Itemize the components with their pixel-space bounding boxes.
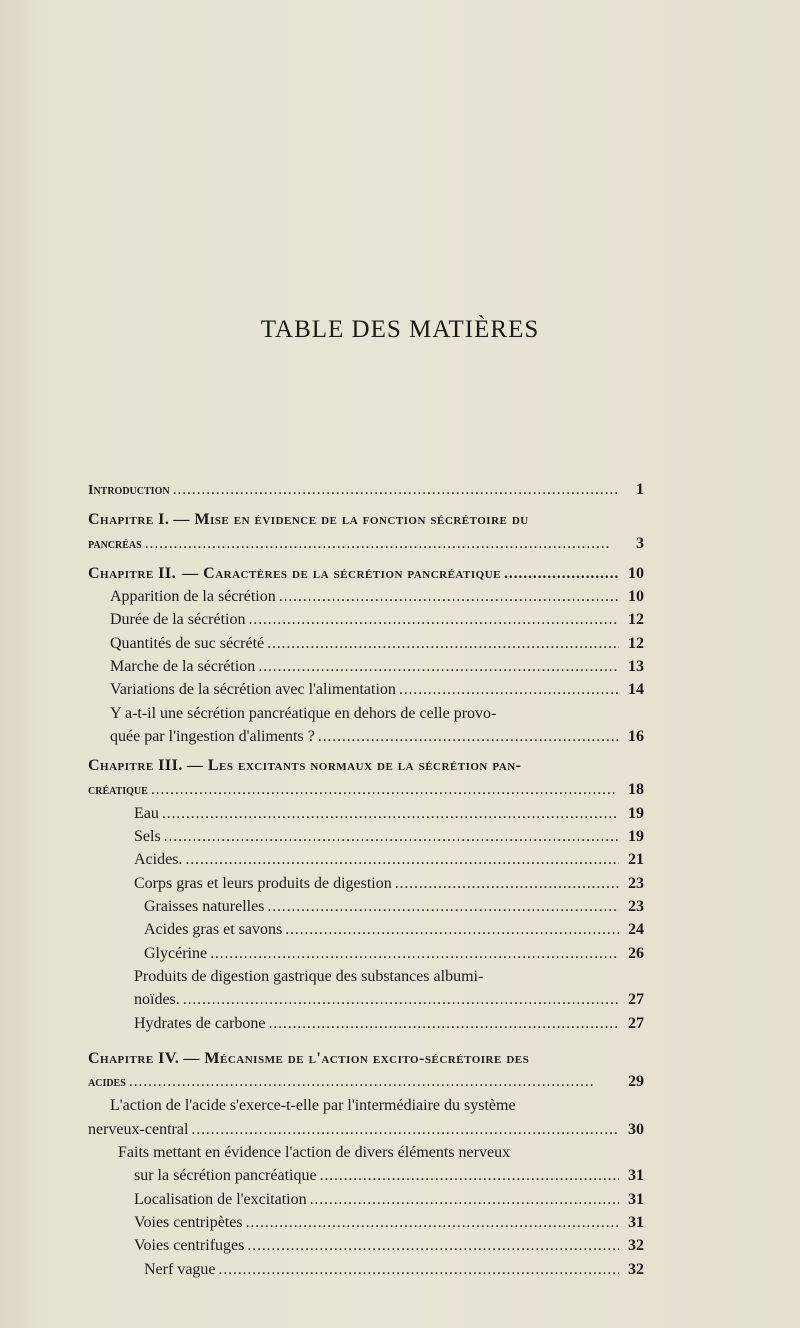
page-number: 10 (628, 564, 644, 582)
chapter-title: — Caractères de la sécrétion pancréatique (182, 564, 501, 582)
chapter-title: — Les excitants normaux de la sécrétion pan- (186, 757, 522, 775)
page-number: 24 (628, 921, 644, 939)
entry-label: Durée de la sécrétion (110, 611, 246, 629)
chapter-number: Chapitre III. (88, 757, 183, 775)
page-number: 32 (628, 1237, 644, 1255)
toc-entry-chapter-4[interactable] (88, 1047, 644, 1095)
entry-label: Hydrates de carbone (134, 1014, 266, 1032)
page-number: 23 (628, 898, 644, 916)
entry-label: Sels (134, 828, 161, 846)
chapter-title: — Mécanisme de l'action excito-sécrétoire des (183, 1049, 530, 1067)
entry-label: Variations de la sécrétion avec l'alimentation (110, 681, 396, 699)
toc-subentry[interactable] (88, 825, 644, 848)
page-number: 1 (636, 481, 644, 498)
toc-subentry[interactable] (88, 702, 644, 749)
page-number: 21 (628, 851, 644, 869)
chapter-title-continued: acides (88, 1075, 126, 1091)
entry-label-continued: quée par l'ingestion d'aliments ? (110, 727, 315, 745)
page-number: 10 (628, 588, 644, 606)
entry-label: Nerf vague (144, 1260, 216, 1278)
entry-label-continued: nerveux-central (88, 1120, 189, 1138)
page-number: 14 (628, 681, 644, 699)
chapter-number: Chapitre II. (88, 564, 177, 582)
entry-label: Introduction (88, 483, 170, 498)
toc-subentry[interactable] (88, 1211, 644, 1234)
toc-subentry[interactable] (88, 585, 644, 608)
toc-subentry[interactable] (88, 655, 644, 678)
toc-subentry[interactable] (88, 802, 644, 825)
page-number: 18 (628, 780, 644, 798)
toc-subentry[interactable] (88, 632, 644, 655)
entry-label: Acides. (134, 851, 183, 869)
entry-label: Apparition de la sécrétion (110, 588, 276, 606)
chapter-number: Chapitre IV. (88, 1049, 180, 1067)
page-number: 19 (628, 828, 644, 846)
page-number: 31 (628, 1213, 644, 1231)
page-number: 19 (628, 804, 644, 822)
page-number: 27 (628, 991, 644, 1009)
entry-label: Produits de digestion gastrique des substances albumi- (134, 967, 484, 985)
page-number: 16 (628, 727, 644, 745)
toc-subentry[interactable] (88, 1094, 644, 1141)
entry-label: Voies centripètes (134, 1213, 243, 1231)
page-number: 23 (628, 874, 644, 892)
page-number: 31 (628, 1167, 644, 1185)
toc-subsubentry[interactable] (88, 918, 644, 941)
table-of-contents (88, 478, 644, 1281)
entry-label-continued: sur la sécrétion pancréatique (134, 1167, 317, 1185)
entry-label: Faits mettant en évidence l'action de divers éléments nerveux (118, 1144, 511, 1162)
chapter-title: — Mise en évidence de la fonction sécrétoire du (173, 511, 529, 529)
toc-subentry[interactable] (88, 848, 644, 871)
chapter-number: Chapitre I. (88, 511, 170, 529)
page-number: 30 (628, 1120, 644, 1138)
entry-label: Glycérine (144, 944, 208, 962)
entry-label: Marche de la sécrétion (110, 658, 256, 676)
entry-label: Localisation de l'excitation (134, 1190, 307, 1208)
page-number: 31 (628, 1190, 644, 1208)
page-number: 3 (636, 534, 644, 552)
entry-label: L'action de l'acide s'exerce-t-elle par l'intermédiaire du système (110, 1097, 516, 1115)
entry-label-continued: noïdes. (134, 991, 180, 1009)
entry-label: Graisses naturelles (144, 898, 265, 916)
toc-subentry[interactable] (88, 965, 644, 1012)
page-number: 26 (628, 944, 644, 962)
page-number: 32 (628, 1260, 644, 1278)
toc-subentry[interactable] (88, 678, 644, 701)
toc-subsubentry[interactable] (88, 942, 644, 965)
chapter-title-continued: pancréas (88, 536, 142, 552)
page-number: 27 (628, 1014, 644, 1032)
toc-subsubentry[interactable] (88, 895, 644, 918)
entry-label: Voies centrifuges (134, 1237, 245, 1255)
toc-subentry[interactable] (88, 1012, 644, 1035)
page-number: 13 (628, 658, 644, 676)
toc-subentry[interactable] (88, 1141, 644, 1188)
toc-subentry[interactable] (88, 872, 644, 895)
toc-entry-chapter-2[interactable] (88, 562, 644, 585)
toc-entry-chapter-3[interactable] (88, 754, 644, 802)
entry-label: Corps gras et leurs produits de digestion (134, 874, 392, 892)
toc-subentry[interactable] (88, 1234, 644, 1257)
toc-subentry[interactable] (88, 1188, 644, 1211)
toc-entry-chapter-1[interactable] (88, 508, 644, 556)
page-title: TABLE DES MATIÈRES (260, 316, 540, 343)
entry-label: Quantités de suc sécrété (110, 634, 265, 652)
entry-label: Eau (134, 804, 159, 822)
chapter-title-continued: créatique (88, 782, 148, 798)
toc-subsubentry[interactable] (88, 1258, 644, 1281)
page-number: 12 (628, 634, 644, 652)
page-number: 12 (628, 611, 644, 629)
toc-subentry[interactable] (88, 608, 644, 631)
toc-entry-introduction[interactable] (88, 478, 644, 502)
page-number: 29 (628, 1073, 644, 1091)
entry-label: Y a-t-il une sécrétion pancréatique en dehors de celle provo- (110, 704, 497, 722)
entry-label: Acides gras et savons (144, 921, 283, 939)
